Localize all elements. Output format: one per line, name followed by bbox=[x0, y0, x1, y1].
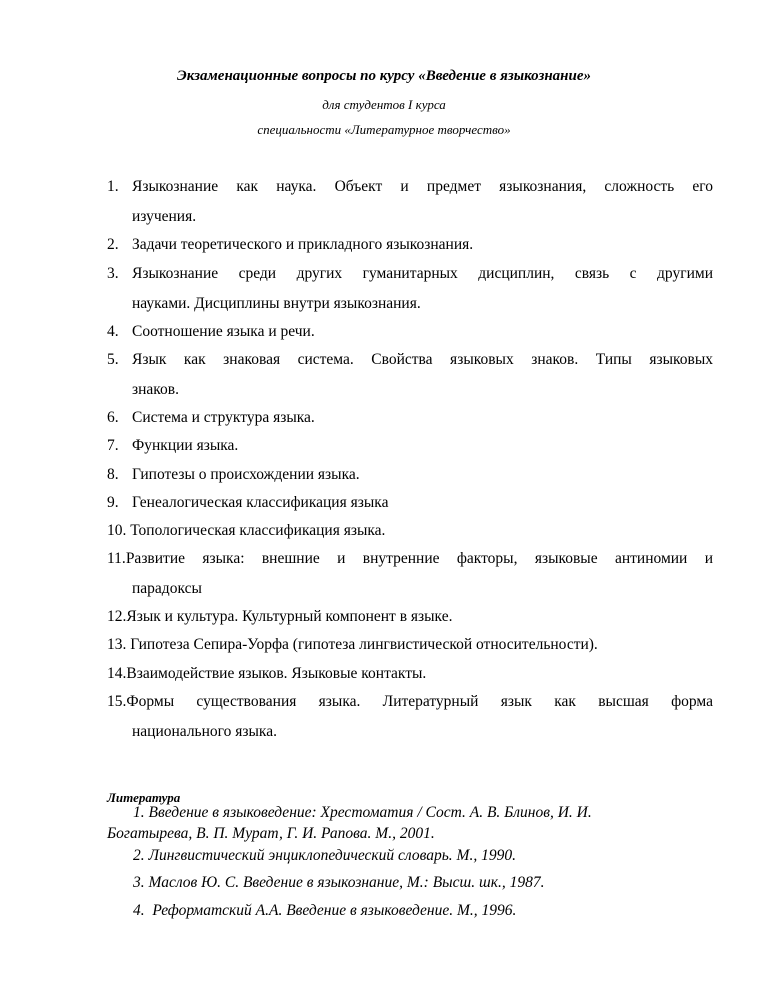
literature-item-text: 3. Маслов Ю. С. Введение в языкознание, М.: Высш. шк., 1987. bbox=[133, 874, 545, 891]
question-number: 5. bbox=[107, 351, 119, 368]
question-item bbox=[107, 403, 713, 433]
question-text-continued: национального языка. bbox=[132, 723, 277, 740]
question-number: 2. bbox=[107, 236, 119, 253]
question-item bbox=[107, 345, 713, 405]
question-number: 7. bbox=[107, 437, 119, 454]
question-number: 3. bbox=[107, 265, 119, 282]
question-number: 1. bbox=[107, 178, 119, 195]
question-text: Задачи теоретического и прикладного языкознания. bbox=[132, 236, 474, 253]
question-item bbox=[107, 317, 713, 347]
question-item bbox=[107, 230, 713, 260]
question-text-continued: изучения. bbox=[132, 208, 197, 225]
question-text: Система и структура языка. bbox=[132, 409, 315, 426]
literature-item-text: 4. Реформатский А.А. Введение в языковедение. М., 1996. bbox=[133, 902, 517, 919]
question-number: 14. bbox=[107, 665, 127, 682]
question-text: Языкознание как наука. Объект и предмет языкознания, сложность его bbox=[132, 178, 713, 195]
question-number: 8. bbox=[107, 466, 119, 483]
question-item bbox=[107, 630, 713, 660]
question-item bbox=[107, 259, 713, 319]
literature-item-text-continued: Богатырева, В. П. Мурат, Г. И. Рапова. М., 2001. bbox=[107, 825, 435, 842]
question-item bbox=[107, 172, 713, 232]
question-item bbox=[107, 687, 713, 747]
question-number: 6. bbox=[107, 409, 119, 426]
question-text: Топологическая классификация языка. bbox=[130, 522, 386, 539]
literature-item-text: 2. Лингвистический энциклопедический словарь. М., 1990. bbox=[133, 847, 516, 864]
question-text-continued: знаков. bbox=[132, 381, 179, 398]
document-subtitle-specialty: специальности «Литературное творчество» bbox=[257, 122, 511, 137]
question-text: Язык как знаковая система. Свойства языковых знаков. Типы языковых bbox=[132, 351, 713, 368]
question-text: Гипотезы о происхождении языка. bbox=[132, 466, 360, 483]
question-item bbox=[107, 460, 713, 490]
question-number: 13. bbox=[107, 636, 127, 653]
question-text-continued: парадоксы bbox=[132, 580, 202, 597]
document-subtitle-audience: для студентов I курса bbox=[322, 97, 446, 112]
question-item bbox=[107, 602, 713, 632]
question-text-continued: науками. Дисциплины внутри языкознания. bbox=[132, 295, 421, 312]
question-text: Соотношение языка и речи. bbox=[132, 323, 315, 340]
literature-heading: Литература bbox=[107, 790, 181, 805]
question-item bbox=[107, 516, 713, 546]
question-number: 9. bbox=[107, 494, 119, 511]
document-title: Экзаменационные вопросы по курсу «Введение в языкознание» bbox=[177, 68, 591, 84]
question-item bbox=[107, 431, 713, 461]
question-number: 15. bbox=[107, 693, 127, 710]
question-text: Язык и культура. Культурный компонент в языке. bbox=[126, 608, 453, 625]
question-item bbox=[107, 544, 713, 604]
question-text: Развитие языка: внешние и внутренние факторы, языковые антиномии и bbox=[125, 550, 713, 567]
question-text: Взаимодействие языков. Языковые контакты. bbox=[126, 665, 427, 682]
question-number: 4. bbox=[107, 323, 119, 340]
question-text: Формы существования языка. Литературный язык как высшая форма bbox=[126, 693, 713, 710]
question-number: 11. bbox=[107, 550, 126, 567]
question-text: Функции языка. bbox=[132, 437, 239, 454]
question-text: Генеалогическая классификация языка bbox=[132, 494, 389, 511]
question-text: Языкознание среди других гуманитарных дисциплин, связь с другими bbox=[132, 265, 713, 282]
question-number: 10. bbox=[107, 522, 127, 539]
question-number: 12. bbox=[107, 608, 127, 625]
question-item bbox=[107, 488, 713, 518]
question-item bbox=[107, 659, 713, 689]
literature-item-text: 1. Введение в языковедение: Хрестоматия / Сост. А. В. Блинов, И. И. bbox=[133, 804, 592, 821]
question-text: Гипотеза Сепира-Уорфа (гипотеза лингвистической относительности). bbox=[130, 636, 598, 653]
